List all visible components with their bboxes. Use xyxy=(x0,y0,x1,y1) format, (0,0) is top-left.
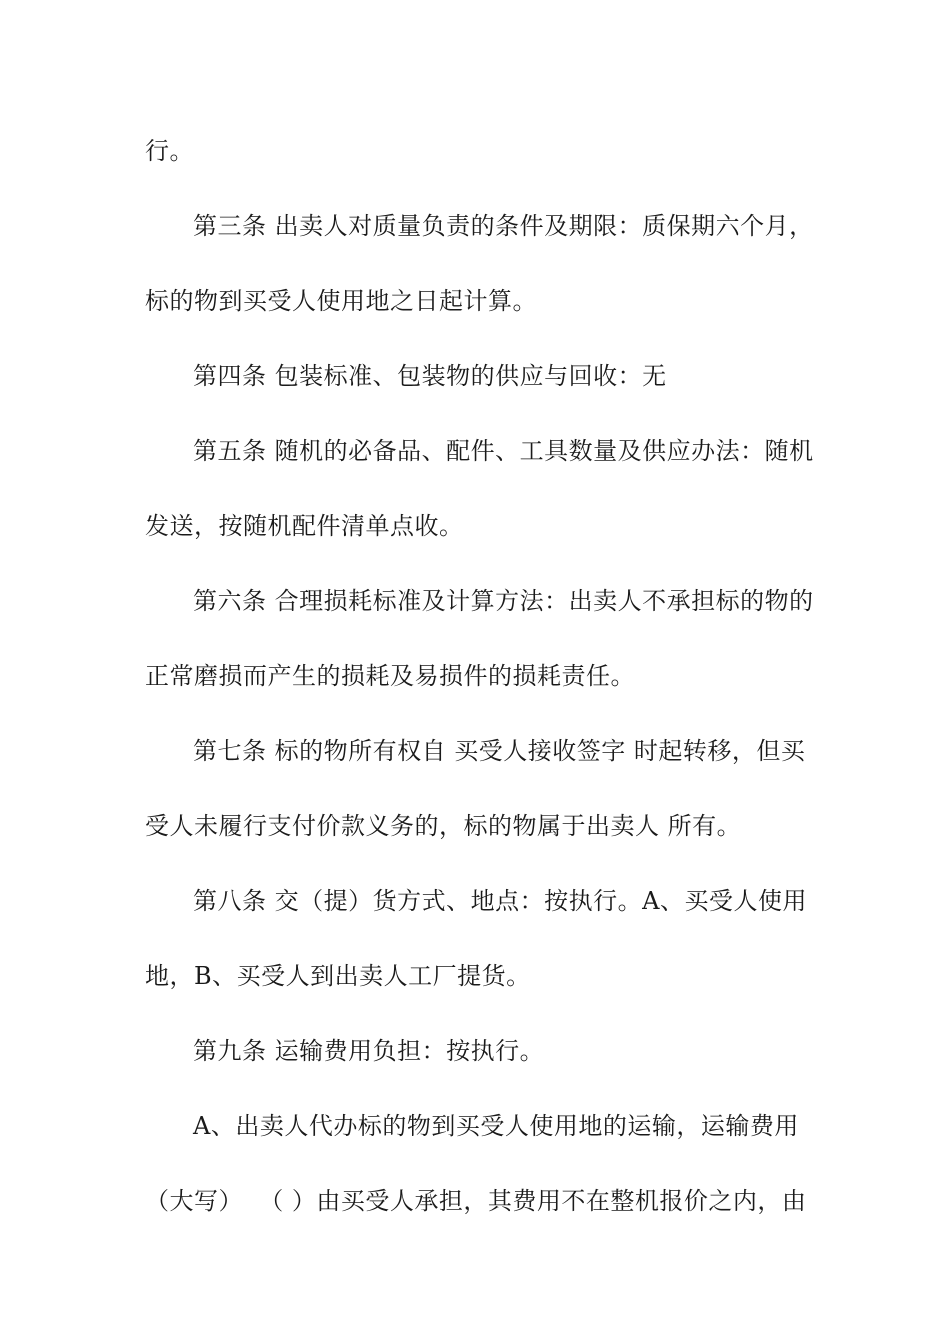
text-line: 第九条 运输费用负担：按执行。 xyxy=(193,1037,545,1065)
text-line: A、出卖人代办标的物到买受人使用地的运输，运输费用 xyxy=(193,1112,799,1140)
text-line: 第五条 随机的必备品、配件、工具数量及供应办法：随机 xyxy=(193,437,814,465)
text-line: 第七条 标的物所有权自 买受人接收签字 时起转移，但买 xyxy=(193,737,806,765)
text-line: （大写） （ ）由买受人承担，其费用不在整机报价之内，由 xyxy=(145,1187,807,1215)
text-line: 发送，按随机配件清单点收。 xyxy=(145,512,464,540)
text-line: 标的物到买受人使用地之日起计算。 xyxy=(145,287,537,315)
text-line: 第六条 合理损耗标准及计算方法：出卖人不承担标的物的 xyxy=(193,587,814,615)
text-line: 地，B、买受人到出卖人工厂提货。 xyxy=(145,962,531,990)
text-line: 正常磨损而产生的损耗及易损件的损耗责任。 xyxy=(145,662,635,690)
text-line: 受人未履行支付价款义务的，标的物属于出卖人 所有。 xyxy=(145,812,742,840)
text-line: 第三条 出卖人对质量负责的条件及期限：质保期六个月， xyxy=(193,212,814,240)
text-line: 第四条 包装标准、包装物的供应与回收：无 xyxy=(193,362,667,390)
text-line: 行。 xyxy=(145,137,194,165)
text-line: 第八条 交（提）货方式、地点：按执行。A、买受人使用 xyxy=(193,887,807,915)
